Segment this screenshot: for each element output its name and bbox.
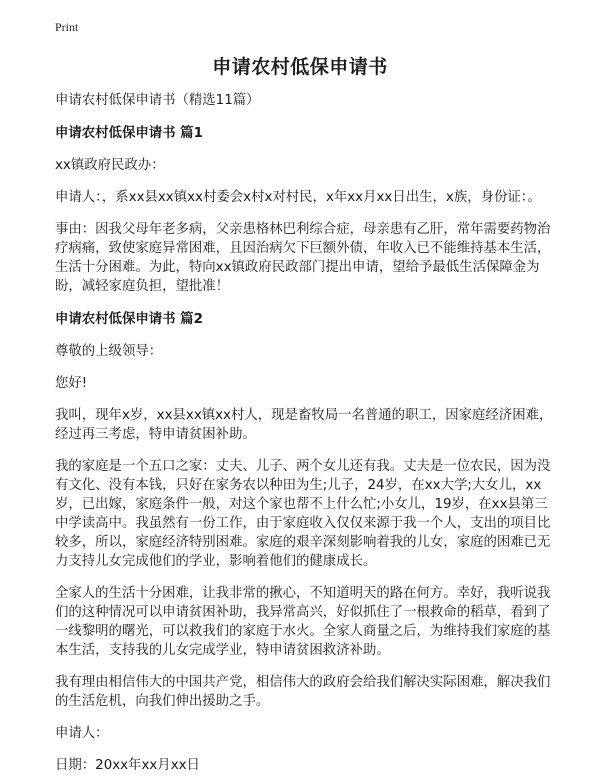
reason-paragraph: 事由：因我父母年老多病，父亲患格林巴利综合症，母亲患有乙肝，常年需要药物治疗病痛，致使家庭异常困难，且因治病欠下巨额外债，年收入已不能维持基本生活，生活十分困难。为此，特向xx镇政府民政部门提出申请，望给予最低生活保障金为盼，减轻家庭负担，望批准！ bbox=[55, 222, 551, 294]
greeting: 您好! bbox=[55, 376, 88, 391]
date-line: 日期：20xx年xx月xx日 bbox=[55, 758, 200, 773]
print-link[interactable]: Print bbox=[55, 20, 79, 34]
hardship-paragraph: 全家人的生活十分困难，让我非常的揪心，不知道明天的路在何方。幸好，我听说我们的这种情况可以申请贫困补助，我异常高兴，好似抓住了一根救命的稻草，看到了一线黎明的曙光，可以救我们的家庭于水火。全家人商量之后，为维持我们家庭的基本生活，支持我的儿女完成学业，特申请贫困救济补助。 bbox=[55, 586, 551, 658]
applicant-signature-label: 申请人： bbox=[55, 726, 109, 741]
family-paragraph: 我的家庭是一个五口之家：丈夫、儿子、两个女儿还有我。丈夫是一位农民，因为没有文化、没有本钱，只好在家务农以种田为生;儿子，24岁，在xx大学;大女儿，xx岁，已出嫁，家庭条件一般，对这个家也帮不上什么忙;小女儿，19岁，在xx县第三中学读高中。我虽然有一份工作，由于家庭收入仅仅来源于我一个人，支出的项目比较多，所以，家庭经济特别困难。家庭的艰辛深刻影响着我的儿女，家庭的困难已无力支持儿女完成他们的学业，影响着他们的健康成长。 bbox=[55, 459, 551, 569]
addressee: xx镇政府民政办： bbox=[55, 158, 165, 173]
document-body bbox=[55, 91, 555, 775]
document-subtitle: 申请农村低保申请书（精选11篇） bbox=[55, 93, 260, 108]
salutation: 尊敬的上级领导： bbox=[55, 344, 163, 359]
section-heading-2: 申请农村低保申请书 篇2 bbox=[55, 312, 203, 327]
intro-paragraph: 我叫，现年x岁，xx县xx镇xx村人，现是畜牧局一名普通的职工，因家庭经济困难，经过再三考虑，特申请贫困补助。 bbox=[55, 408, 553, 442]
applicant-info: 申请人：，系xx县xx镇xx村委会x村x对村民，x年xx月xx日出生，x族，身份证：。 bbox=[55, 190, 541, 205]
document-title: 申请农村低保申请书 bbox=[212, 56, 388, 78]
trust-paragraph: 我有理由相信伟大的中国共产党，相信伟大的政府会给我们解决实际困难，解决我们的生活危机，向我们伸出援助之手。 bbox=[55, 675, 551, 709]
section-heading-1: 申请农村低保申请书 篇1 bbox=[55, 126, 203, 141]
